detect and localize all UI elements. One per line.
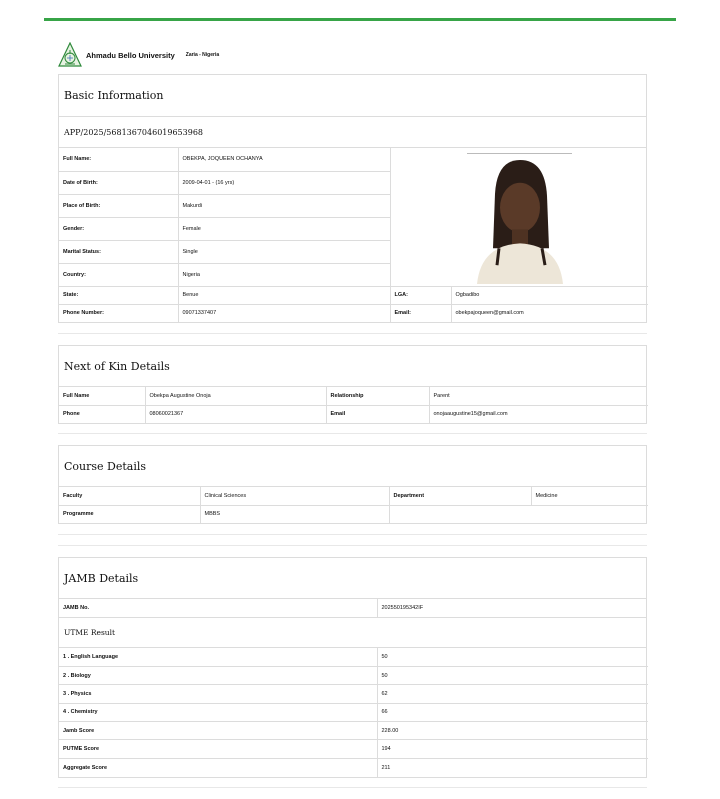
divider: [58, 787, 647, 788]
table-row: [59, 286, 648, 304]
next-of-kin-section: [58, 345, 647, 424]
table-row: [59, 703, 648, 721]
kin-relationship-value: Parent: [429, 387, 648, 405]
email-label: Email:: [390, 304, 451, 322]
field-label: Date of Birth:: [59, 171, 178, 194]
jamb-score-value: 228.00: [377, 722, 648, 740]
field-label: Place of Birth:: [59, 194, 178, 217]
lga-label: LGA:: [390, 286, 451, 304]
divider: [58, 433, 647, 434]
kin-name-value: Obekpa Augustine Onoja: [145, 387, 326, 405]
table-row: [59, 758, 648, 776]
university-name: Ahmadu Bello University: [86, 50, 175, 60]
department-label: Department: [389, 487, 531, 505]
email-value: obekpajoqueen@gmail.com: [451, 304, 648, 322]
field-value: Nigeria: [178, 263, 390, 286]
kin-phone-value: 08060021367: [145, 405, 326, 423]
putme-score-value: 194: [377, 740, 648, 758]
table-row: [59, 666, 648, 684]
programme-label: Programme: [59, 505, 200, 523]
course-details-table: [59, 487, 648, 523]
table-row: [59, 304, 648, 322]
jamb-score-label: Jamb Score: [59, 722, 377, 740]
subject-label: 2 . Biology: [59, 666, 377, 684]
table-row: [59, 505, 648, 523]
field-value: 2009-04-01 - (16 yrs): [178, 171, 390, 194]
jamb-number-value: 202550195342IF: [377, 599, 648, 617]
table-row: [59, 148, 648, 171]
table-row: [59, 740, 648, 758]
field-value: OBEKPA, JOQUEEN OCHANYA: [178, 148, 390, 171]
state-label: State:: [59, 286, 178, 304]
subject-label: 3 . Physics: [59, 685, 377, 703]
empty-cell: [389, 505, 648, 523]
faculty-value: Clinical Sciences: [200, 487, 389, 505]
kin-email-label: Email: [326, 405, 429, 423]
utme-result-table: [59, 648, 648, 777]
table-row: [59, 722, 648, 740]
programme-value: MBBS: [200, 505, 389, 523]
jamb-number-label: JAMB No.: [59, 599, 377, 617]
utme-result-title: UTME Result: [59, 617, 646, 648]
field-value: Female: [178, 217, 390, 240]
subject-score: 62: [377, 685, 648, 703]
state-value: Benue: [178, 286, 390, 304]
faculty-label: Faculty: [59, 487, 200, 505]
field-label: Full Name:: [59, 148, 178, 171]
kin-name-label: Full Name: [59, 387, 145, 405]
table-row: [59, 599, 648, 617]
abu-crest-icon: [58, 42, 82, 68]
field-label: Gender:: [59, 217, 178, 240]
course-details-title: Course Details: [59, 446, 646, 487]
top-accent-bar: [44, 18, 676, 21]
department-value: Medicine: [531, 487, 648, 505]
application-number: APP/2025/5681367046019653968: [59, 117, 646, 148]
putme-score-label: PUTME Score: [59, 740, 377, 758]
jamb-details-title: JAMB Details: [59, 558, 646, 599]
field-label: Marital Status:: [59, 240, 178, 263]
phone-label: Phone Number:: [59, 304, 178, 322]
field-value: Single: [178, 240, 390, 263]
jamb-details-section: [58, 557, 647, 778]
basic-info-section: [58, 74, 647, 323]
table-row: [59, 648, 648, 666]
kin-relationship-label: Relationship: [326, 387, 429, 405]
divider: [58, 534, 647, 535]
course-details-section: [58, 445, 647, 524]
field-value: Makurdi: [178, 194, 390, 217]
lga-value: Ogbadibo: [451, 286, 648, 304]
photo-cell: [390, 148, 648, 286]
subject-score: 50: [377, 666, 648, 684]
subject-label: 4 . Chemistry: [59, 703, 377, 721]
kin-email-value: onojaaugustine15@gmail.com: [429, 405, 648, 423]
subject-label: 1 . English Language: [59, 648, 377, 666]
table-row: [59, 405, 648, 423]
passport-photo: [467, 153, 572, 284]
basic-info-table: [59, 148, 648, 322]
table-row: [59, 387, 648, 405]
kin-phone-label: Phone: [59, 405, 145, 423]
university-location: Zaria - Nigeria: [185, 52, 220, 58]
subject-score: 50: [377, 648, 648, 666]
table-row: [59, 685, 648, 703]
divider: [58, 333, 647, 334]
jamb-number-table: [59, 599, 648, 617]
next-of-kin-table: [59, 387, 648, 423]
basic-info-title: Basic Information: [59, 75, 646, 117]
field-label: Country:: [59, 263, 178, 286]
phone-value: 09071337407: [178, 304, 390, 322]
subject-score: 66: [377, 703, 648, 721]
divider: [58, 545, 647, 546]
header-brand: [58, 42, 219, 68]
aggregate-score-label: Aggregate Score: [59, 758, 377, 776]
table-row: [59, 487, 648, 505]
aggregate-score-value: 211: [377, 758, 648, 776]
next-of-kin-title: Next of Kin Details: [59, 346, 646, 387]
